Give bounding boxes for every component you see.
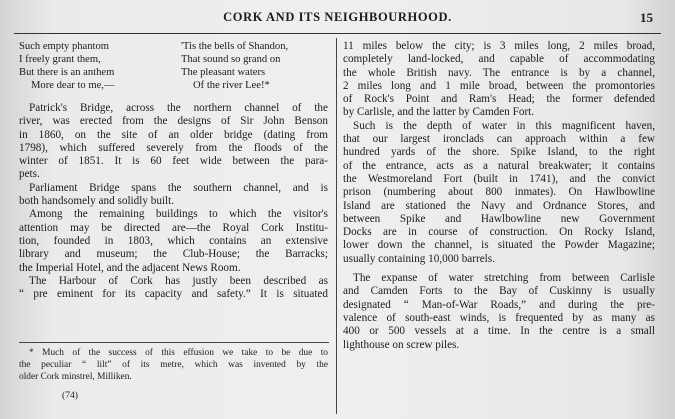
running-title: CORK AND ITS NEIGHBOURHOOD. xyxy=(223,10,452,24)
footnote-line: * Much of the success of this effusion we take to be due to xyxy=(29,348,328,358)
footnote-line: the peculiar “ lilt” of its metre, which was invented by the xyxy=(19,360,328,370)
paragraph-patricks-bridge xyxy=(19,102,328,182)
text-line: Patrick's Bridge, across the northern channel of the xyxy=(29,102,328,114)
text-line: and Camden Forts to the Bay of Cuskinny is usually xyxy=(343,285,655,298)
header-rule xyxy=(14,33,661,34)
text-line: 11 miles below the city; is 3 miles long, 2 miles broad, xyxy=(343,40,655,52)
text-line: completely land-locked, and capable of accommodating xyxy=(343,53,655,66)
running-head xyxy=(0,10,675,32)
text-line: of the entrance, acts as a natural breakwater; it contains xyxy=(343,159,655,172)
text-line: in 1860, on the site of an older bridge (dating from xyxy=(19,128,328,141)
footnote-line: older Cork minstrel, Milliken. xyxy=(19,372,132,382)
text-line: The expanse of water stretching from between Carlisle xyxy=(353,272,655,285)
right-column xyxy=(343,40,655,352)
text-line: pets. xyxy=(19,168,40,181)
text-line: that our largest ironclads can approach within a few xyxy=(343,133,655,146)
poem-line: I freely grant them, xyxy=(19,54,101,65)
text-line: Such is the depth of water in this magnificent haven, xyxy=(353,119,655,132)
paragraph-harbour xyxy=(19,275,328,302)
text-line: 400 or 500 vessels at a time. In the centre is a small xyxy=(343,325,655,338)
text-line: valence of south-east winds, is frequented by as many as xyxy=(343,311,655,324)
text-line: the Westmoreland Fort (built in 1741), and the convict xyxy=(343,172,655,185)
left-column xyxy=(19,40,328,301)
page-number: 15 xyxy=(640,10,653,25)
text-line: Island are stationed the Navy and Ordnance Stores, and xyxy=(343,199,655,212)
paragraph-parliament-bridge xyxy=(19,182,328,209)
poem-line: That sound so grand on xyxy=(181,54,281,65)
poem-line: More dear to me,— xyxy=(31,80,115,91)
paragraph-expanse xyxy=(343,272,655,352)
footnote-rule xyxy=(19,342,329,343)
paragraph-harbour-continued xyxy=(343,40,655,120)
text-line: the whole British navy. The entrance is by a channel, xyxy=(343,66,655,79)
poem-line: Of the river Lee!* xyxy=(193,80,270,91)
poem-line: But there is an anthem xyxy=(19,67,115,78)
footnote xyxy=(19,347,328,383)
poem-line: The pleasant waters xyxy=(181,67,266,78)
folio-number: (74) xyxy=(62,390,78,401)
text-line: by Carlisle, and the latter by Camden Fort. xyxy=(343,106,535,119)
text-line: both handsomely and solidly built. xyxy=(19,195,175,208)
text-line: lighthouse on screw piles. xyxy=(343,338,460,351)
text-line: Among the remaining buildings to which the visitor's xyxy=(29,208,328,221)
poem-line: Such empty phantom xyxy=(19,41,110,52)
text-line: prison (numbering about 800 inmates). On Hawlbowline xyxy=(343,186,655,199)
text-line: attention may be directed are—the Royal Cork Institu- xyxy=(19,221,328,234)
text-line: Parliament Bridge spans the southern channel, and is xyxy=(29,181,328,194)
text-line: usually containing 10,000 barrels. xyxy=(343,252,495,265)
poem-stanza xyxy=(19,40,328,96)
text-line: hundred yards of the shore. Spike Island, to the right xyxy=(343,146,655,159)
text-line: designated “ Man-of-War Roads,” and during the pre- xyxy=(343,298,655,311)
text-line: river, was erected from the designs of Sir John Benson xyxy=(19,115,328,128)
text-line: of Rock's Point and Ram's Head; the former defended xyxy=(343,93,655,106)
text-line: Docks are in course of construction. On Rocky Island, xyxy=(343,226,655,239)
text-line: The Harbour of Cork has justly been described as xyxy=(29,274,328,287)
poem-line: 'Tis the bells of Shandon, xyxy=(181,41,289,52)
column-divider xyxy=(336,38,337,414)
text-line: the Imperial Hotel, and the adjacent News Room. xyxy=(19,261,241,274)
text-line: between Spike and Hawlbowline new Government xyxy=(343,212,655,225)
text-line: tion, founded in 1803, which contains an extensive xyxy=(19,234,328,247)
poem-left-half xyxy=(19,40,115,92)
text-line: lower down the channel, is situated the Powder Magazine; xyxy=(343,239,655,252)
text-line: “ pre eminent for its capacity and safety.” It is situated xyxy=(19,288,328,301)
paragraph-depth xyxy=(343,120,655,266)
text-line: winter of 1851. It is 60 feet wide between the para- xyxy=(19,155,328,168)
text-line: library and museum; the Club-House; the Barracks; xyxy=(19,248,328,261)
poem-right-half xyxy=(181,40,288,92)
paragraph-buildings xyxy=(19,208,328,274)
text-line: 2 miles long and 1 mile broad, between the promontories xyxy=(343,79,655,92)
text-line: 1798), which suffered severely from the floods of the xyxy=(19,141,328,154)
